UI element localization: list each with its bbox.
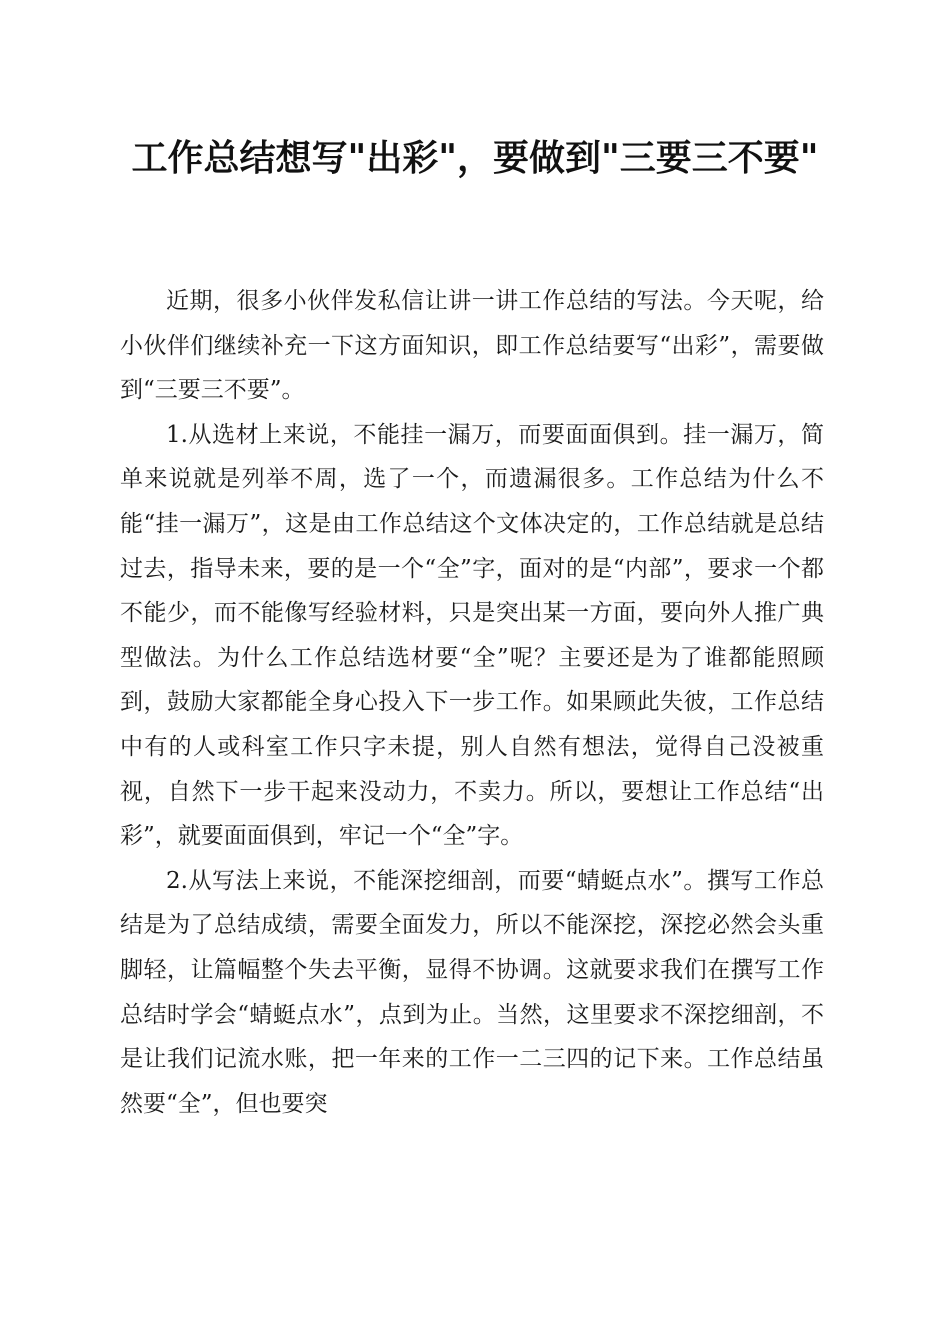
paragraph-intro: 近期，很多小伙伴发私信让讲一讲工作总结的写法。今天呢，给小伙伴们继续补充一下这方面知识，即工作总结要写“出彩”，需要做到“三要三不要”。 — [120, 288, 824, 404]
document-title: 工作总结想写"出彩"，要做到"三要三不要" — [131, 137, 819, 179]
paragraph-point-1: 1.从选材上来说，不能挂一漏万，而要面面俱到。挂一漏万，简单来说就是列举不周，选了一个，而遗漏很多。工作总结为什么不能“挂一漏万”，这是由工作总结这个文体决定的，工作总结就是总结过去，指导未来，要的是一个“全”字，面对的是“内部”，要求一个都不能少，而不能像写经验材料，只是突出某一方面，要向外人推广典型做法。为什么工作总结选材要“全”呢？主要还是为了谁都能照顾到，鼓励大家都能全身心投入下一步工作。如果顾此失彼，工作总结中有的人或科室工作只字未提，别人自然有想法，觉得自己没被重视，自然下一步干起来没动力，不卖力。所以，要想让工作总结“出彩”，就要面面俱到，牢记一个“全”字。 — [120, 421, 824, 850]
paragraph-point-2: 2.从写法上来说，不能深挖细剖，而要“蜻蜓点水”。撰写工作总结是为了总结成绩，需要全面发力，所以不能深挖，深挖必然会头重脚轻，让篇幅整个失去平衡，显得不协调。这就要求我们在撰写工作总结时学会“蜻蜓点水”，点到为止。当然，这里要求不深挖细剖，不是让我们记流水账，把一年来的工作一二三四的记下来。工作总结虽然要“全”，但也要突 — [120, 867, 824, 1117]
document-body — [120, 279, 824, 1126]
